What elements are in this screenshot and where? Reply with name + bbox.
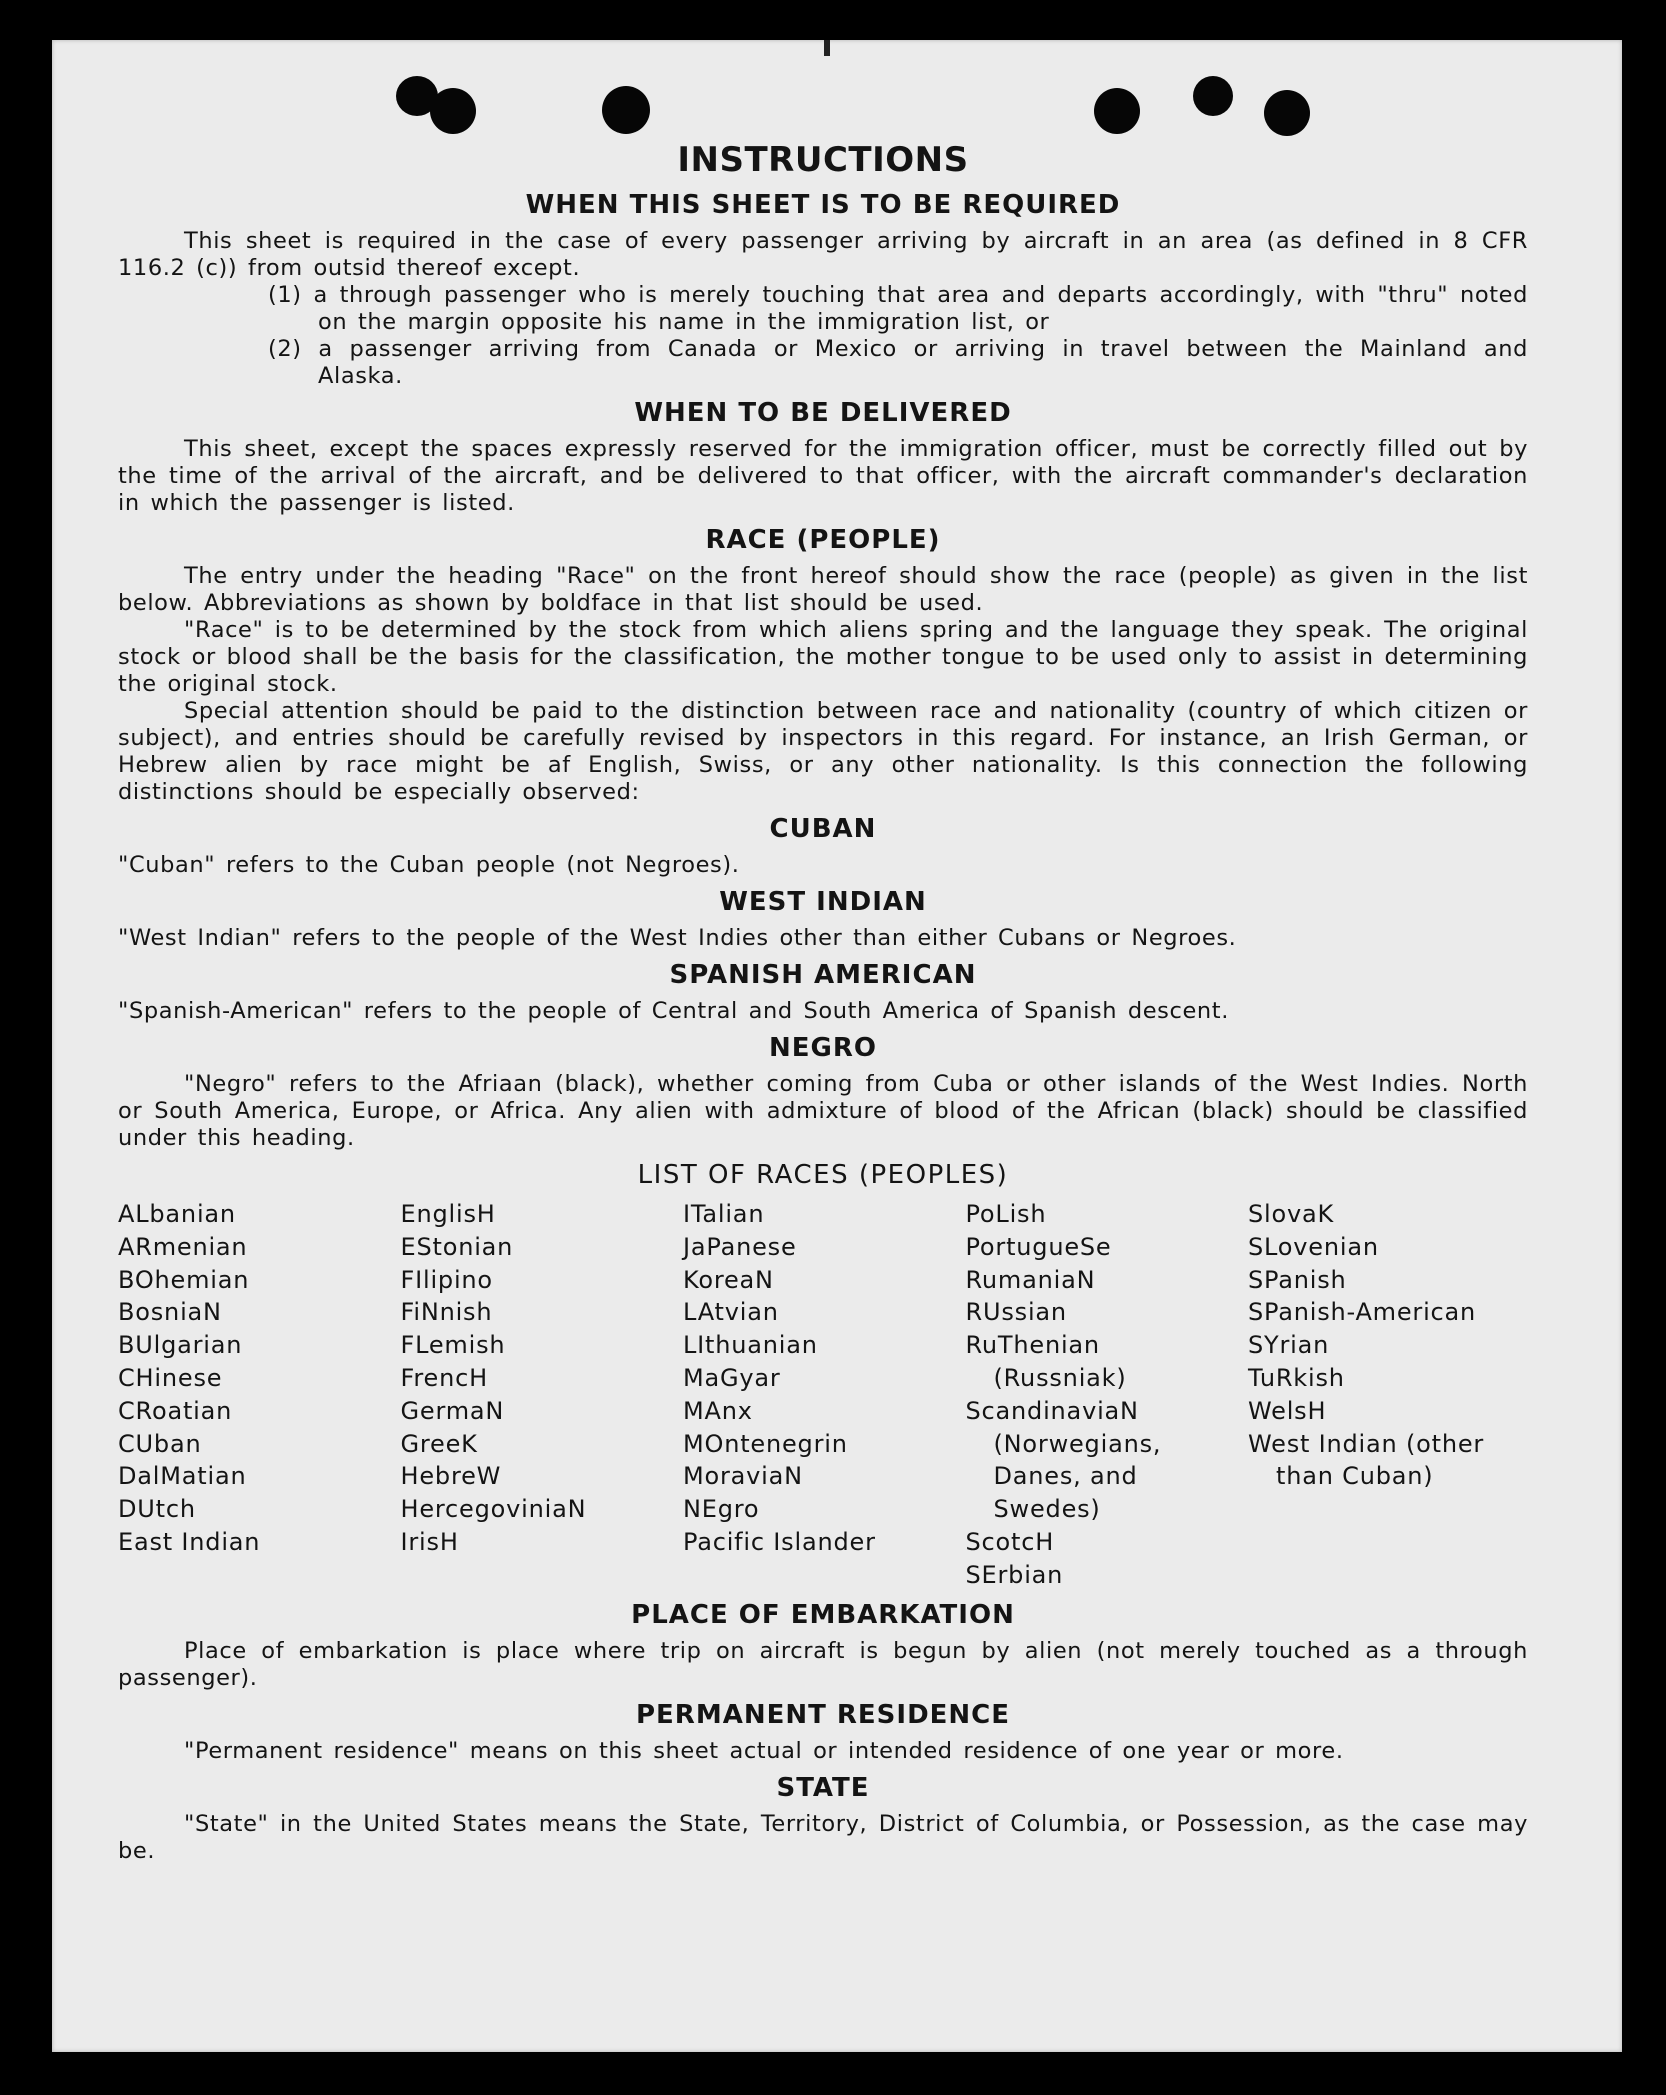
document-sheet — [52, 40, 1622, 2052]
race-entry: ALbanian — [118, 1200, 236, 1228]
race-entry: GreeK — [400, 1429, 478, 1458]
paragraph-negro: "Negro" refers to the Afriaan (black), whether coming from Cuba or other islands of the West Indies. North or South America, Europe, or Africa. Any alien with admixture of blood of the African (black) should be classified under this heading. — [118, 1071, 1528, 1151]
race-entry: ScandinaviaN (Norwegians, Danes, and Swedes) — [965, 1396, 1162, 1524]
race-entry: East Indian — [118, 1527, 261, 1556]
race-entry: FLemish — [400, 1331, 506, 1360]
race-entry: WelsH — [1248, 1396, 1327, 1425]
heading-race: RACE (PEOPLE) — [705, 525, 941, 555]
race-entry: LIthuanian — [683, 1331, 818, 1360]
heading-spanish-american: SPANISH AMERICAN — [669, 960, 977, 990]
race-entry: NEgro — [683, 1495, 760, 1524]
race-entry: ScotcH — [965, 1527, 1055, 1556]
instructions-content — [118, 140, 1528, 1865]
race-entry: BOhemian — [118, 1265, 250, 1294]
races-column-2 — [401, 1198, 671, 1592]
page-title: INSTRUCTIONS — [677, 140, 969, 180]
race-entry: FIlipino — [400, 1265, 493, 1294]
races-column-4 — [966, 1198, 1236, 1592]
race-entry: FrencH — [400, 1363, 488, 1392]
race-entry: ITalian — [683, 1200, 765, 1228]
race-entry: SPanish — [1248, 1265, 1347, 1294]
race-entry: KoreaN — [683, 1265, 774, 1294]
heading-residence: PERMANENT RESIDENCE — [635, 1699, 1011, 1730]
paragraph-required: This sheet is required in the case of every passenger arriving by aircraft in an area (as defined in 8 CFR 116.2 (c)) from outsid thereof except. — [118, 228, 1528, 281]
heading-required: WHEN THIS SHEET IS TO BE REQUIRED — [525, 190, 1121, 220]
race-entry: RumaniaN — [965, 1265, 1096, 1294]
punch-hole-right-a — [1193, 76, 1233, 116]
race-entry: GermaN — [400, 1396, 505, 1425]
race-entry: DalMatian — [118, 1462, 247, 1491]
race-entry: HercegoviniaN — [400, 1495, 587, 1524]
race-entry: MoraviaN — [683, 1462, 803, 1491]
race-entry: ARmenian — [118, 1232, 248, 1261]
race-entry: MAnx — [683, 1396, 753, 1425]
heading-negro: NEGRO — [769, 1033, 877, 1063]
race-entry: CHinese — [118, 1363, 223, 1392]
race-entry: SErbian — [965, 1560, 1064, 1589]
race-entry: CUban — [118, 1429, 202, 1458]
heading-cuban: CUBAN — [769, 814, 877, 844]
race-entry: TuRkish — [1248, 1363, 1345, 1392]
paragraph-embarkation: Place of embarkation is place where trip on aircraft is begun by alien (not merely touched as a through passenger). — [118, 1637, 1528, 1691]
race-entry: BUlgarian — [118, 1331, 243, 1360]
race-entry: EnglisH — [400, 1200, 496, 1228]
race-entry: CRoatian — [118, 1396, 233, 1425]
punch-hole-left-b — [430, 88, 476, 134]
races-column-1 — [118, 1198, 388, 1592]
race-entry: BosniaN — [118, 1298, 222, 1327]
race-entry: RUssian — [965, 1298, 1067, 1327]
heading-state: STATE — [776, 1772, 870, 1803]
race-entry: HebreW — [400, 1462, 502, 1491]
race-entry: FiNnish — [400, 1298, 493, 1327]
race-entry: SPanish-American — [1248, 1298, 1477, 1327]
paragraph-state: "State" in the United States means the State, Territory, District of Columbia, or Possession, as the case may be. — [118, 1810, 1528, 1864]
punch-hole-center-right — [1094, 88, 1140, 134]
race-entry: SYrian — [1248, 1331, 1330, 1360]
paragraph-delivered: This sheet, except the spaces expressly reserved for the immigration officer, must be correctly filled out by the time of the arrival of the aircraft, and be delivered to that officer, with the aircraft commander's declaration in which the passenger is listed. — [118, 436, 1528, 516]
races-column-3 — [683, 1198, 953, 1592]
heading-delivered: WHEN TO BE DELIVERED — [634, 398, 1012, 428]
paragraph-race-1: The entry under the heading "Race" on the front hereof should show the race (people) as given in the list below. Abbreviations as shown by boldface in that list should be used. — [118, 563, 1528, 616]
punch-hole-center-left — [602, 86, 650, 134]
exception-item-2: (2) a passenger arriving from Canada or Mexico or arriving in travel between the Mainland and Alaska. — [268, 336, 1528, 389]
race-entry: MOntenegrin — [683, 1429, 848, 1458]
heading-embarkation: PLACE OF EMBARKATION — [631, 1599, 1015, 1630]
heading-west-indian: WEST INDIAN — [719, 887, 927, 917]
heading-list-of-races: LIST OF RACES (PEOPLES) — [637, 1160, 1009, 1190]
paragraph-residence: "Permanent residence" means on this sheet actual or intended residence of one year or more. — [184, 1737, 1344, 1764]
race-entry: PortugueSe — [965, 1232, 1112, 1261]
race-entry: SlovaK — [1248, 1200, 1335, 1228]
paragraph-west-indian: "West Indian" refers to the people of the West Indies other than either Cubans or Negroes. — [118, 925, 1237, 951]
exception-item-1: (1) a through passenger who is merely touching that area and departs accordingly, with "thru" noted on the margin opposite his name in the immigration list, or — [268, 282, 1528, 335]
race-entry: EStonian — [400, 1232, 514, 1261]
race-entry: MaGyar — [683, 1363, 781, 1392]
paragraph-race-3: Special attention should be paid to the distinction between race and nationality (country of which citizen or subject), and entries should be carefully revised by inspectors in this regard. For instance, an Irish German, or Hebrew alien by race might be af English, Swiss, or any other nationality. Is this connection the following distinctions should be especially observed: — [118, 698, 1528, 805]
races-column-5 — [1248, 1198, 1518, 1592]
paragraph-cuban: "Cuban" refers to the Cuban people (not Negroes). — [118, 852, 740, 878]
race-entry: SLovenian — [1248, 1232, 1379, 1261]
race-entry: IrisH — [400, 1527, 459, 1556]
races-list — [118, 1198, 1518, 1592]
race-entry: LAtvian — [683, 1298, 779, 1327]
race-entry: DUtch — [118, 1495, 196, 1524]
race-entry: PoLish — [965, 1200, 1047, 1228]
top-notch — [824, 40, 830, 56]
race-entry: JaPanese — [683, 1232, 797, 1261]
race-entry: Pacific Islander — [683, 1527, 876, 1556]
paragraph-race-2: "Race" is to be determined by the stock from which aliens spring and the language they speak. The original stock or blood shall be the basis for the classification, the mother tongue to be used only to assist in determining the original stock. — [118, 617, 1528, 697]
race-entry: West Indian (other than Cuban) — [1248, 1429, 1485, 1491]
punch-hole-right-b — [1264, 90, 1310, 136]
race-entry: RuThenian (Russniak) — [965, 1331, 1127, 1392]
paragraph-spanish-american: "Spanish-American" refers to the people of Central and South America of Spanish descent. — [118, 998, 1229, 1024]
